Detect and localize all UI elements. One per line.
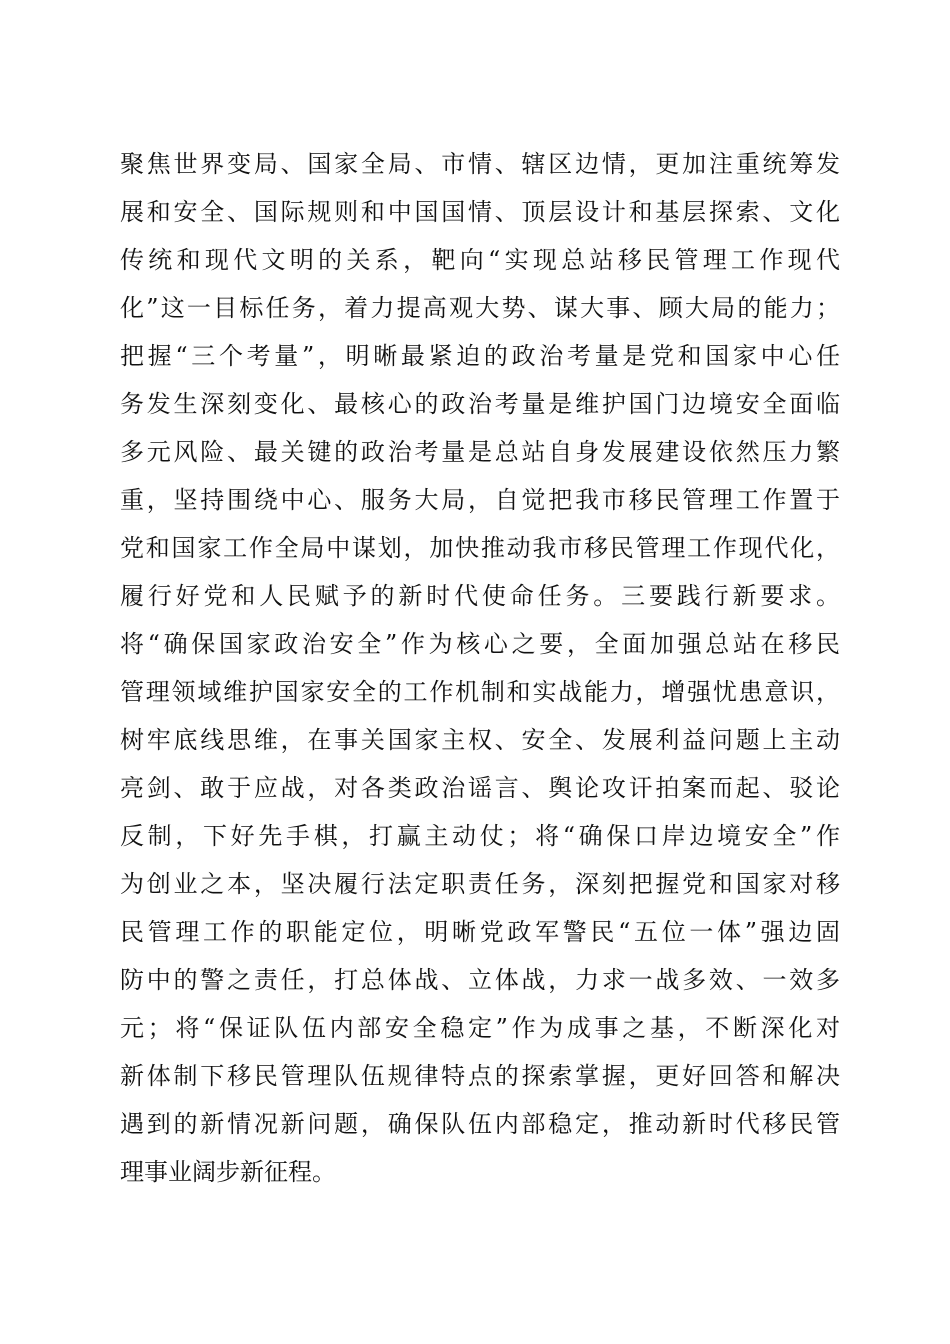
text-line: 务发生深刻变化、最核心的政治考量是维护国门边境安全面临 [120, 390, 840, 418]
text-line: 反制，下好先手棋，打赢主动仗；将“确保口岸边境安全”作 [120, 822, 840, 850]
text-line: 遇到的新情况新问题，确保队伍内部稳定，推动新时代移民管 [120, 1110, 840, 1138]
text-line: 新体制下移民管理队伍规律特点的探索掌握，更好回答和解决 [120, 1062, 840, 1090]
text-line: 为创业之本，坚决履行法定职责任务，深刻把握党和国家对移 [120, 870, 840, 898]
body-text [120, 140, 840, 1196]
text-line: 传统和现代文明的关系，靶向“实现总站移民管理工作现代 [120, 246, 840, 274]
text-line: 理事业阔步新征程。 [120, 1158, 336, 1186]
text-line: 管理领域维护国家安全的工作机制和实战能力，增强忧患意识， [120, 678, 840, 706]
text-line: 民管理工作的职能定位，明晰党政军警民“五位一体”强边固 [120, 918, 840, 946]
text-line: 亮剑、敢于应战，对各类政治谣言、舆论攻讦拍案而起、驳论 [120, 774, 840, 802]
text-line: 多元风险、最关键的政治考量是总站自身发展建设依然压力繁 [120, 438, 840, 466]
text-line: 聚焦世界变局、国家全局、市情、辖区边情，更加注重统筹发 [120, 150, 840, 178]
text-line: 元；将“保证队伍内部安全稳定”作为成事之基，不断深化对 [120, 1014, 840, 1042]
text-line: 树牢底线思维，在事关国家主权、安全、发展利益问题上主动 [120, 726, 840, 754]
text-line: 防中的警之责任，打总体战、立体战，力求一战多效、一效多 [120, 966, 840, 994]
text-line: 展和安全、国际规则和中国国情、顶层设计和基层探索、文化 [120, 198, 840, 226]
text-line: 把握“三个考量”，明晰最紧迫的政治考量是党和国家中心任 [120, 342, 840, 370]
text-line: 化”这一目标任务，着力提高观大势、谋大事、顾大局的能力； [120, 294, 840, 322]
text-line: 履行好党和人民赋予的新时代使命任务。三要践行新要求。 [120, 582, 840, 610]
text-line: 将“确保国家政治安全”作为核心之要，全面加强总站在移民 [120, 630, 840, 658]
text-line: 党和国家工作全局中谋划，加快推动我市移民管理工作现代化， [120, 534, 840, 562]
text-line: 重，坚持围绕中心、服务大局，自觉把我市移民管理工作置于 [120, 486, 840, 514]
